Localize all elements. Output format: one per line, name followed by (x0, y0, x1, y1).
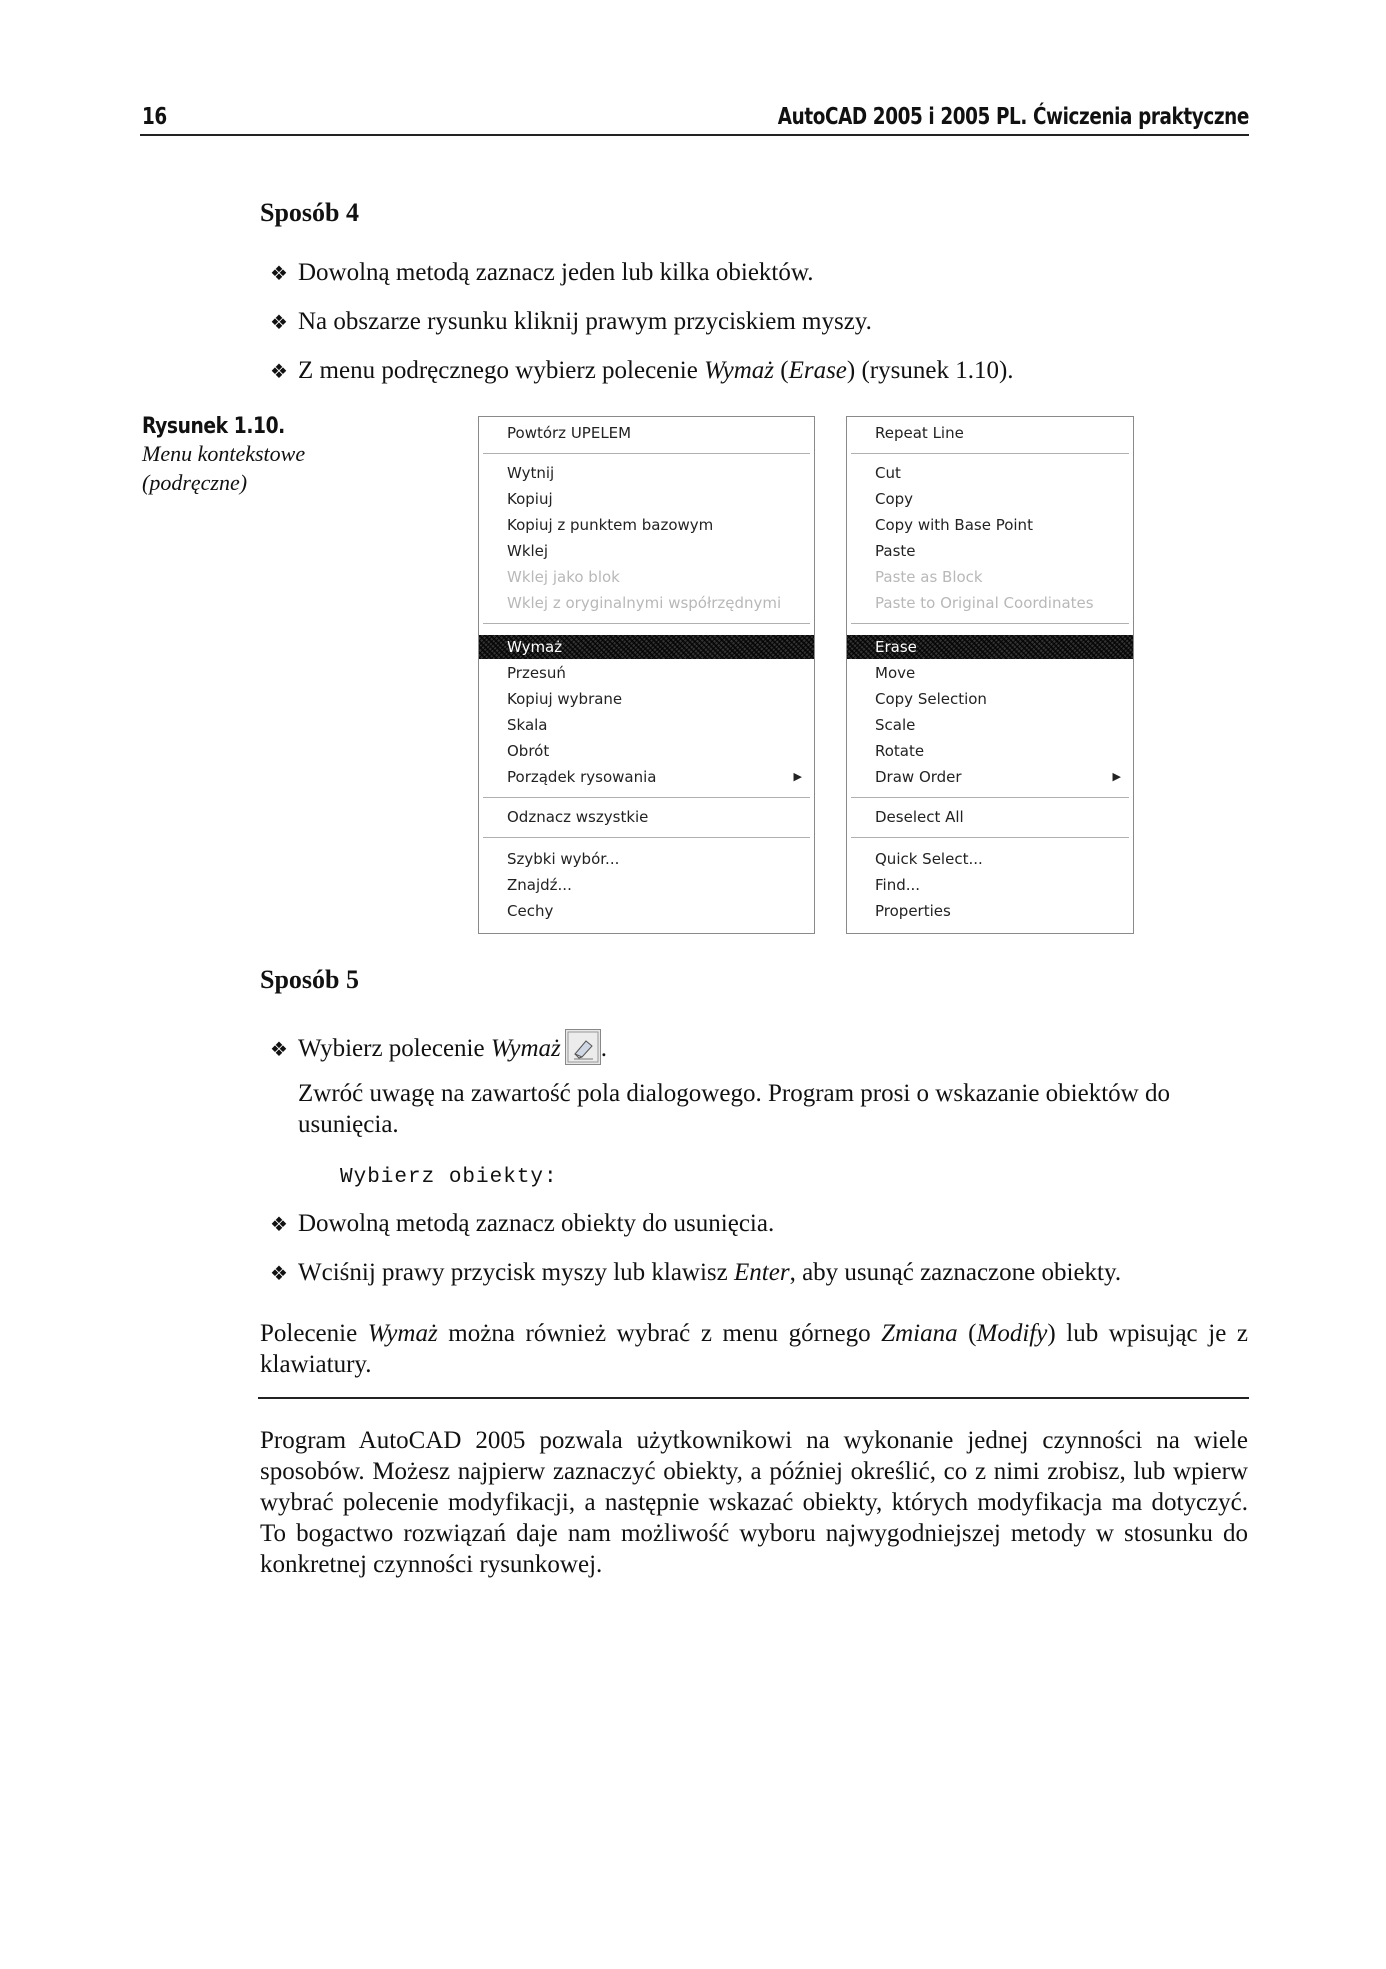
menu-item-erase[interactable]: Erase (847, 635, 1133, 659)
bullet-text: ( (774, 357, 789, 384)
menu-item-move[interactable]: Move (875, 664, 916, 682)
menu-item-draw-order[interactable] (479, 765, 814, 789)
page-number: 16 (142, 104, 167, 130)
menu-item-deselect-all[interactable]: Deselect All (875, 808, 964, 826)
menu-item-cut[interactable]: Cut (875, 464, 901, 482)
paragraph-text: ( (957, 1320, 977, 1347)
bullet-text: Na obszarze rysunku kliknij prawym przyciskiem myszy. (298, 308, 872, 335)
menu-item-repeat[interactable]: Powtórz UPELEM (507, 424, 632, 442)
bullet-glyph: ❖ (270, 1214, 288, 1236)
bullet-glyph: ❖ (270, 263, 288, 285)
menu-separator (483, 797, 810, 799)
menu-item-rotate[interactable]: Obrót (507, 742, 550, 760)
paragraph-text: ) lub wpisując je z klawiatury. (260, 1320, 1248, 1378)
bullet-text: Wciśnij prawy przycisk myszy lub klawisz (298, 1259, 735, 1286)
menu-item-copy[interactable]: Copy (875, 490, 914, 508)
menu-name: Zmiana (881, 1320, 958, 1347)
figure-description-line: Menu kontekstowe (142, 441, 306, 466)
menu-separator (851, 453, 1129, 455)
context-menu-english (846, 416, 1134, 934)
context-menu-polish (478, 416, 815, 934)
running-title: AutoCAD 2005 i 2005 PL. Ćwiczenia praktyczne (777, 104, 1249, 130)
figure-caption (142, 414, 372, 497)
bullet-glyph: ❖ (270, 1263, 288, 1285)
menu-item-draw-order[interactable] (847, 765, 1133, 789)
menu-separator (483, 623, 810, 625)
command-name: Wymaż (490, 1035, 561, 1062)
section-5-title: Sposób 5 (260, 965, 359, 994)
paragraph-text: można również wybrać z menu górnego (437, 1320, 882, 1347)
menu-item-copy[interactable]: Kopiuj (507, 490, 553, 508)
menu-item-scale[interactable]: Scale (875, 716, 916, 734)
menu-item-paste[interactable]: Wklej (507, 542, 549, 560)
key-name: Enter (734, 1259, 790, 1286)
menu-item-label: Porządek rysowania (507, 768, 657, 786)
menu-item-paste[interactable]: Paste (875, 542, 916, 560)
menu-item-rotate[interactable]: Rotate (875, 742, 925, 760)
menu-item-repeat[interactable]: Repeat Line (875, 424, 964, 442)
bullet-item (270, 1029, 607, 1065)
menu-item-quick-select[interactable]: Quick Select... (875, 850, 983, 868)
bullet-item (270, 258, 814, 289)
command-name: Wymaż (704, 357, 774, 384)
menu-item-paste-as-block: Wklej jako blok (507, 568, 620, 586)
note-paragraph: Zwróć uwagę na zawartość pola dialogowego. Program prosi o wskazanie obiektów do usunięcia. (298, 1080, 1170, 1138)
bullet-text: Dowolną metodą zaznacz jeden lub kilka obiektów. (298, 259, 814, 286)
menu-item-label: Draw Order (875, 768, 962, 786)
menu-item-copy-selection[interactable]: Kopiuj wybrane (507, 690, 623, 708)
menu-item-paste-original-coords: Paste to Original Coordinates (875, 594, 1094, 612)
menu-item-copy-base-point[interactable]: Copy with Base Point (875, 516, 1033, 534)
bullet-text: . (600, 1035, 608, 1062)
figure-description-line: (podręczne) (142, 470, 248, 495)
bullet-text: , aby usunąć zaznaczone obiekty. (789, 1259, 1122, 1286)
command-name: Wymaż (367, 1320, 438, 1347)
bullet-item (270, 1209, 774, 1240)
section-4-title: Sposób 4 (260, 198, 359, 227)
section-rule (258, 1397, 1249, 1399)
menu-item-paste-original-coords: Wklej z oryginalnymi współrzędnymi (507, 594, 782, 612)
closing-paragraph: Program AutoCAD 2005 pozwala użytkownikowi na wykonanie jednej czynności na wiele sposobów. Możesz najpierw zaznaczyć obiekty, a później określić, co z nimi zrobisz, lub wpierw wybrać polecenie modyfikacji, a następnie wskazać obiekty, których modyfikacja ma dotyczyć. To bogactwo rozwiązań daje nam możliwość wyboru najwygodniejszej metody w stosunku do konkretnej czynności rysunkowej. (260, 1427, 1248, 1578)
eraser-icon[interactable] (565, 1029, 601, 1065)
menu-item-properties[interactable]: Properties (875, 902, 951, 920)
bullet-text: Z menu podręcznego wybierz polecenie (298, 357, 705, 384)
submenu-arrow-icon: ▶ (1112, 770, 1121, 783)
menu-item-copy-base-point[interactable]: Kopiuj z punktem bazowym (507, 516, 714, 534)
menu-separator (483, 453, 810, 455)
bullet-text: ) (rysunek 1.10). (846, 357, 1014, 384)
menu-name-en: Modify (976, 1320, 1048, 1347)
paragraph-text: Polecenie (260, 1320, 368, 1347)
bullet-text: Wybierz polecenie (298, 1035, 491, 1062)
menu-item-paste-as-block: Paste as Block (875, 568, 983, 586)
menu-item-copy-selection[interactable]: Copy Selection (875, 690, 987, 708)
menu-separator (851, 837, 1129, 839)
bullet-glyph: ❖ (270, 1039, 288, 1061)
menu-item-deselect-all[interactable]: Odznacz wszystkie (507, 808, 649, 826)
submenu-arrow-icon: ▶ (793, 770, 802, 783)
menu-separator (483, 837, 810, 839)
bullet-item (270, 356, 1014, 387)
bullet-item (270, 307, 872, 338)
figure-description (142, 439, 372, 497)
menu-separator (851, 797, 1129, 799)
modify-paragraph (260, 1318, 1248, 1380)
bullet-item (270, 1258, 1121, 1289)
menu-item-properties[interactable]: Cechy (507, 902, 554, 920)
bullet-glyph: ❖ (270, 312, 288, 334)
menu-item-erase[interactable]: Wymaż (479, 635, 814, 659)
menu-item-find[interactable]: Find... (875, 876, 921, 894)
menu-item-find[interactable]: Znajdź... (507, 876, 572, 894)
figure-label: Rysunek 1.10. (142, 414, 285, 439)
command-name-en: Erase (788, 357, 847, 384)
header-rule (140, 134, 1249, 136)
command-prompt: Wybierz obiekty: (340, 1166, 558, 1189)
menu-separator (851, 623, 1129, 625)
bullet-glyph: ❖ (270, 361, 288, 383)
menu-item-move[interactable]: Przesuń (507, 664, 566, 682)
menu-item-cut[interactable]: Wytnij (507, 464, 555, 482)
menu-item-quick-select[interactable]: Szybki wybór... (507, 850, 620, 868)
menu-item-scale[interactable]: Skala (507, 716, 548, 734)
bullet-text: Dowolną metodą zaznacz obiekty do usunięcia. (298, 1210, 775, 1237)
